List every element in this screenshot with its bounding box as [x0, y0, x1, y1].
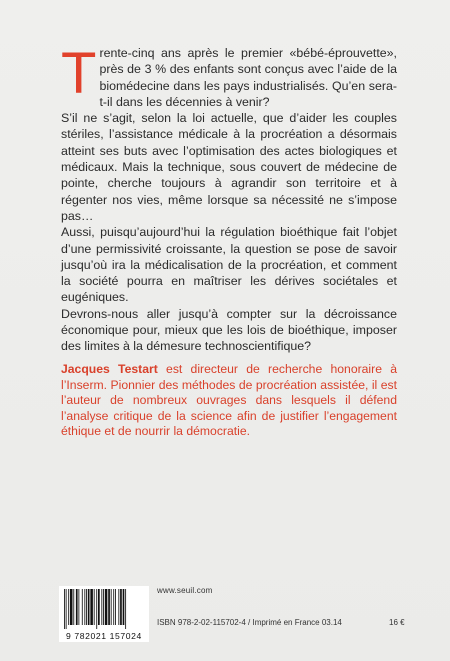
blurb-paragraph-1: [61, 41, 397, 110]
drop-cap: T: [61, 41, 97, 106]
isbn-line: ISBN 978-2-02-115702-4 / Imprimé en France 03.14: [157, 618, 342, 627]
blurb-paragraph-1-text: rente-cinq ans après le premier «bébé-éprouvette», près de 3 % des enfants sont conçus avec l’aide de la biomédecine dans les pays industrialisés. Qu’en sera-t-il dans les décennies à venir?: [99, 46, 397, 109]
author-bio-text: est directeur de recherche honoraire à l’Inserm. Pionnier des méthodes de procréation assistée, il est l’auteur de nombreux ouvrages dans lesquels il défend l’analyse critique de la science afin de justifier l’engagement éthique et de nourrir la démocratie.: [61, 362, 398, 439]
blurb-paragraph-4: Devrons-nous aller jusqu’à compter sur la décroissance économique pour, mieux que les lois de bioéthique, imposer des limites à la démesure technoscientifique?: [61, 306, 397, 354]
blurb-paragraph-2: S’il ne s’agit, selon la loi actuelle, que d’aider les couples stériles, l’assistance médicale à la procréation a désormais atteint ses buts avec l’optimisation des actes biologiques et médicaux. Mais la technique, sous couvert de médecine de pointe, cherche toujours à agrandir son territoire et à régenter nos vies, même lorsque sa nécessité ne s’impose pas…: [61, 111, 397, 223]
price-label: 16 €: [389, 618, 405, 627]
author-name: Jacques Testart: [61, 362, 158, 376]
barcode-icon: [63, 589, 145, 629]
barcode-number: 9 782021 157024: [66, 631, 142, 641]
publisher-website: www.seuil.com: [157, 586, 213, 595]
blurb-paragraph-3: Aussi, puisqu’aujourd’hui la régulation bioéthique fait l’objet d’une permissivité croissante, la question se pose de savoir jusqu’où ira la médicalisation de la procréation, et comment la société pourra en maîtriser les dérives sociétales et eugéniques.: [61, 225, 397, 305]
blurb-text: [61, 41, 397, 355]
author-bio: [61, 362, 397, 440]
barcode: [59, 586, 149, 642]
